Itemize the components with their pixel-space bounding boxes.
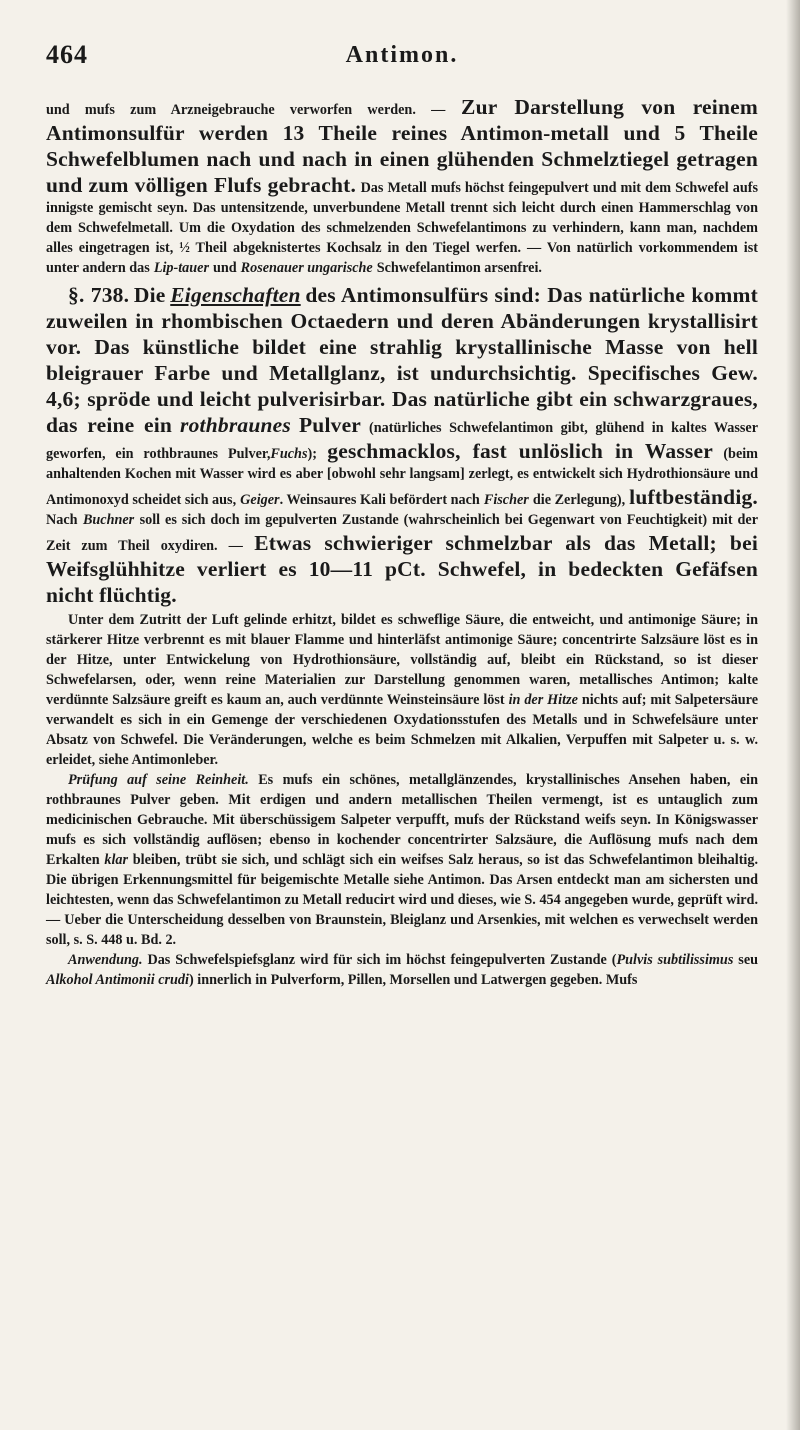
text-large: Pulver bbox=[298, 413, 362, 437]
page-header bbox=[46, 40, 758, 94]
text-italic: klar bbox=[104, 852, 129, 868]
section-number: §. 738. bbox=[68, 283, 130, 307]
text-small: Das Metall mufs höchst feingepulvert und mit dem Schwefel aufs innigste gemischt seyn. Das untensitzende, unverbundene Metall trennt sich leicht durch einen Hammerschlag von dem Schwefelmetall. Um die Oxydation des schmelzenden Schwefelantimons zu verhindern, kann man, nachdem alles eingetragen ist, ½ Theil abgeknistertes Kochsalz in den Tiegel werfen. — Von natürlich vorkommendem ist unter andern das bbox=[46, 180, 759, 276]
text-italic: Pulvis subtilissimus bbox=[616, 952, 734, 968]
text-large: luftbeständig. bbox=[629, 485, 759, 509]
text-italic: Rosenauer ungarische bbox=[240, 260, 373, 276]
text-small: nichts auf; mit Salpetersäure verwandelt es sich in ein Gemenge der verschiedenen Oxydationsstufen des Metalls und in Schwefelsäure unter Absatz von Schwefel. Die Veränderungen, welche es beim Schmelzen mit Alkalien, Verpuffen mit Salpeter u. s. w. erleidet, siehe Antimonleber. bbox=[46, 692, 759, 768]
text-italic: in der Hitze bbox=[508, 692, 578, 708]
text-italic: Alkohol Antimonii crudi bbox=[46, 972, 189, 988]
text-italic: Fuchs bbox=[270, 446, 308, 462]
text-small: ) innerlich in Pulverform, Pillen, Morsellen und Latwergen gegeben. Mufs bbox=[188, 972, 638, 988]
book-page bbox=[46, 0, 758, 990]
text-italic: Lip-tauer bbox=[153, 260, 209, 276]
text-small: und mufs zum Arzneigebrauche verworfen werden. — bbox=[46, 102, 446, 118]
text-small: Schwefelantimon arsenfrei. bbox=[376, 260, 542, 276]
text-small: Nach bbox=[46, 512, 78, 528]
text-large: Etwas schwieriger schmelzbar als das Metall; bei Weifsglühhitze verliert es 10—11 pCt. Schwefel, in bedeckten Gefäfsen nicht flüchtig. bbox=[46, 531, 758, 607]
paragraph-pruefung bbox=[46, 770, 758, 950]
text-small: ); bbox=[307, 446, 317, 462]
text-small: Es mufs ein schönes, metallglänzendes, krystallinisches Ansehen haben, ein rothbraunes Pulver geben. Mit erdigen und andern metallischen Theilen vermengt, ist es untauglich zum medicinischen Gebrauche. Mit überschüssigem Salpeter verpufft, mufs der Rückstand weifs seyn. In Königswasser mufs es sich vollständig auflösen; ebenso in kochender concentrirter Salzsäure, die Auflösung mufs nach dem Erkalten bbox=[46, 772, 759, 868]
scan-edge-shadow bbox=[786, 0, 800, 1430]
text-italic: Geiger bbox=[240, 492, 280, 508]
text-italic: Buchner bbox=[82, 512, 135, 528]
text-small: seu bbox=[738, 952, 759, 968]
section-title: Eigenschaften bbox=[170, 283, 301, 307]
text-small: soll es sich doch im gepulverten Zustande (wahrscheinlich bei Gegenwart von Feuchtigkeit) mit der Zeit zum Theil oxydiren. — bbox=[46, 512, 759, 554]
paragraph-unter-dem-zutritt bbox=[46, 610, 758, 770]
text-small: Unter dem Zutritt der Luft gelinde erhitzt, bildet es schweflige Säure, die entweicht, und antimonige Säure; in stärkerer Hitze verbrennt es mit blauer Flamme und hinterläfst antimonige Säure; concentrirte Salzsäure löst es in der Hitze, unter Entwickelung von Hydrothionsäure, vollständig auf, bleibt ein Rückstand, so ist dieser Schwefelarsen, oder, wenn reine Materialien zur Darstellung genommen waren, metallisches Antimon; kalte verdünnte Salzsäure greift es kaum an, auch verdünnte Weinsteinsäure löst bbox=[46, 612, 758, 708]
text-small: und bbox=[212, 260, 237, 276]
text-small: . Weinsaures Kali befördert nach bbox=[279, 492, 480, 508]
text-large: geschmacklos, fast unlöslich in Wasser bbox=[327, 439, 713, 463]
subsection-label: Anwendung. bbox=[68, 952, 143, 968]
text-small: Das Schwefelspiefsglanz wird für sich im höchst feingepulverten Zustande ( bbox=[147, 952, 617, 968]
paragraph-darstellung bbox=[46, 94, 758, 278]
paragraph-anwendung bbox=[46, 950, 758, 990]
subsection-label: Prüfung auf seine Reinheit. bbox=[68, 772, 249, 788]
paragraph-section-738 bbox=[46, 282, 758, 608]
text-small: bleiben, trübt sie sich, und schlägt sich ein weifses Salz heraus, so ist das Schwefelantimon bleihaltig. Die übrigen Erkennungsmittel für beigemischte Metalle siehe Antimon. Das Arsen entdeckt man am sichersten und leichtesten, wenn das Schwefelantimon zu Metall reducirt wird und dieses, wie S. 454 angegeben wurde, geprüft wird. — Ueber die Unterscheidung desselben von Braunstein, Bleiglanz und Arsenkies, mit welchen es verwechselt werden soll, s. S. 448 u. Bd. 2. bbox=[46, 852, 759, 948]
text-large: Zur Darstellung von reinem Antimonsulfür werden 13 Theile reines Antimon-metall und 5 Theile Schwefelblumen nach und nach in einen glühenden Schmelztiegel getragen und zum völligen Flufs gebracht. bbox=[46, 95, 758, 197]
text-italic: Fischer bbox=[483, 492, 529, 508]
text-small: die Zerlegung), bbox=[532, 492, 626, 508]
text-small: (natürliches Schwefelantimon gibt, glühend in kaltes Wasser geworfen, ein rothbraunes Pulver, bbox=[46, 420, 759, 462]
text-large: Die bbox=[133, 283, 166, 307]
page-number: 464 bbox=[46, 40, 88, 69]
text-large: des Antimonsulfürs sind: Das natürliche kommt zuweilen in rhombischen Octaedern und deren Abänderungen krystallisirt vor. Das künstliche bildet eine strahlig krystallinische Masse von hell bleigrauer Farbe und Metallglanz, ist undurchsichtig. Specifisches Gew. 4,6; spröde und leicht pulverisirbar. Das natürliche gibt ein schwarzgraues, das reine ein bbox=[46, 283, 759, 437]
text-italic-large: rothbraunes bbox=[180, 413, 291, 437]
running-title: Antimon. bbox=[345, 42, 459, 68]
text-small: (beim anhaltenden Kochen mit Wasser wird es aber [obwohl sehr langsam] zerlegt, es entwickelt sich Hydrothionsäure und Antimonoxyd scheidet sich aus, bbox=[46, 446, 759, 508]
